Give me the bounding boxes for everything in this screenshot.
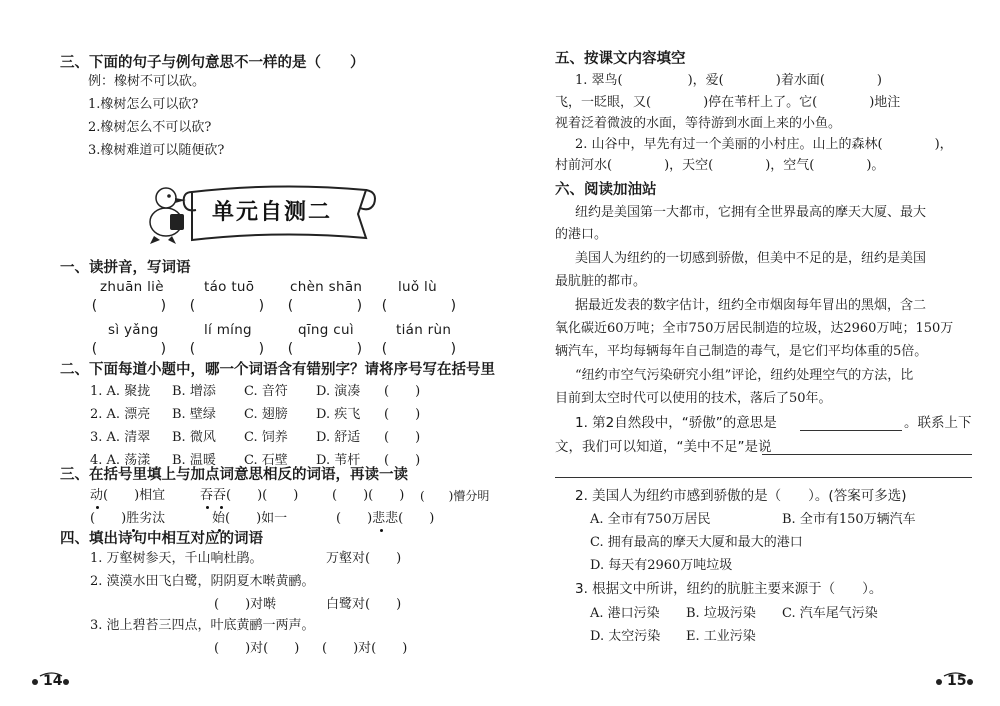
s1-answer-6[interactable]: ( ) [188, 341, 267, 357]
s5-line-1[interactable]: 1. 翠鸟( )，爱( )着水面( ) [575, 73, 882, 88]
q3-option-e[interactable]: E. 工业污染 [686, 629, 756, 644]
s3-item-6[interactable]: 始( )如一 [212, 511, 288, 526]
q3-option-a[interactable]: A. 港口污染 [590, 606, 660, 621]
s4-answer-1[interactable]: 万壑对( ) [326, 551, 402, 566]
s4-line-3: 3. 池上碧苔三四点，叶底黄鹂一两声。 [90, 618, 315, 633]
s1-answer-8[interactable]: ( ) [380, 341, 459, 357]
reading-p2a: 美国人为纽约的一切感到骄傲，但美中不足的是，纽约是美国 [575, 251, 927, 266]
q2-option-d[interactable]: D. 每天有2960万吨垃圾 [590, 558, 733, 573]
q1-answer-line-3[interactable] [555, 477, 972, 478]
reading-p4a: “纽约市空气污染研究小组”评论，纽约处理空气的方法，比 [575, 368, 914, 383]
s2-opt-a: 4. A. 荡漾 [90, 453, 151, 468]
q1-text-b: 。联系上下 [904, 415, 972, 431]
s1-pinyin-6: lí míng [204, 322, 252, 338]
s2-opt-c: C. 石壁 [244, 453, 288, 468]
s2-opt-b: B. 壁绿 [172, 407, 216, 422]
s3-heading: 三、在括号里填上与加点词意思相反的词语，再读一读 [60, 467, 408, 483]
s1-answer-4[interactable]: ( ) [380, 298, 459, 314]
page-number-right: 15 [947, 673, 967, 689]
s4-line-1: 1. 万壑树参天，千山响杜鹃。 [90, 551, 263, 566]
s1-pinyin-3: chèn shān [290, 279, 363, 295]
q2-option-a[interactable]: A. 全市有750万居民 [590, 512, 711, 527]
s3-item-7[interactable]: ( )悲悲( ) [336, 511, 435, 526]
s2-opt-c: C. 翅膀 [244, 407, 288, 422]
s2-opt-b: B. 温暖 [172, 453, 216, 468]
s2-opt-d: D. 舒适 [316, 430, 361, 445]
s4-heading: 四、填出诗句中相互对应的词语 [60, 531, 263, 547]
q3-option-c[interactable]: C. 汽车尾气污染 [782, 606, 878, 621]
emphasis-dot [96, 506, 99, 509]
s3-item-3[interactable]: ( )( ) [332, 488, 405, 503]
q3-option-b[interactable]: B. 垃圾污染 [686, 606, 756, 621]
s1-pinyin-4: luǒ lù [398, 279, 437, 295]
s2-answer-2[interactable]: ( ) [384, 407, 421, 422]
s2-heading: 二、下面每道小题中，哪一个词语含有错别字？请将序号写在括号里 [60, 362, 495, 378]
s2-answer-4[interactable]: ( ) [384, 453, 421, 468]
reading-p2b: 最肮脏的都市。 [555, 274, 647, 289]
s4-line-2: 2. 漠漠水田飞白鹭，阴阴夏木啭黄鹂。 [90, 574, 315, 589]
q1-text-a: 1. 第2自然段中，“骄傲”的意思是 [575, 415, 777, 431]
s1-pinyin-8: tián rùn [396, 322, 452, 338]
s2-opt-a: 1. A. 聚拢 [90, 384, 151, 399]
s6-heading: 六、阅读加油站 [555, 182, 657, 198]
s1-heading: 一、读拼音，写词语 [60, 260, 191, 276]
prev-q-example: 例：橡树不可以砍。 [88, 74, 206, 89]
banner-title: 单元自测二 [211, 199, 332, 225]
s5-line-4[interactable]: 2. 山谷中，早先有过一个美丽的小村庄。山上的森林( )， [575, 137, 953, 152]
s1-pinyin-1: zhuān liè [100, 279, 164, 295]
emphasis-dot [206, 506, 209, 509]
s1-answer-3[interactable]: ( ) [286, 298, 365, 314]
s5-line-2[interactable]: 飞，一眨眼，又( )停在苇杆上了。它( )地注 [555, 95, 901, 110]
s3-item-2[interactable]: 吞吞( )( ) [200, 488, 299, 503]
emphasis-dot [380, 529, 383, 532]
s1-answer-7[interactable]: ( ) [286, 341, 365, 357]
q3-option-d[interactable]: D. 太空污染 [590, 629, 661, 644]
reading-p1b: 的港口。 [555, 227, 608, 242]
prev-q-option-1: 1.橡树怎么可以砍? [88, 97, 199, 112]
emphasis-dot [220, 506, 223, 509]
s2-opt-c: C. 饲养 [244, 430, 288, 445]
s3-item-5[interactable]: ( )胜劣汰 [90, 511, 166, 526]
s5-line-5[interactable]: 村前河水( )，天空( )，空气( )。 [555, 158, 885, 173]
s2-opt-a: 3. A. 清翠 [90, 430, 151, 445]
page-number-left: 14 [43, 673, 63, 689]
reading-p1a: 纽约是美国第一大都市，它拥有全世界最高的摩天大厦、最大 [575, 205, 927, 220]
s1-answer-2[interactable]: ( ) [188, 298, 267, 314]
s2-opt-b: B. 微风 [172, 430, 216, 445]
reading-p3b: 氧化碳近60万吨；全市750万居民制造的垃圾，达2960万吨；150万 [555, 321, 954, 336]
s2-answer-3[interactable]: ( ) [384, 430, 421, 445]
q2-option-b[interactable]: B. 全市有150万辆汽车 [782, 512, 916, 527]
s2-opt-d: D. 疾飞 [316, 407, 361, 422]
q1-answer-line-1[interactable] [800, 430, 902, 431]
s2-answer-1[interactable]: ( ) [384, 384, 421, 399]
s1-pinyin-5: sì yǎng [108, 322, 159, 338]
prev-q-option-3: 3.橡树难道可以随便砍? [88, 143, 225, 158]
s3-item-1[interactable]: 动( )相宜 [90, 488, 166, 503]
s4-answer-2[interactable]: ( )对啭 [214, 597, 277, 612]
prev-q-heading: 三、下面的句子与例句意思不一样的是（ ） [60, 55, 365, 71]
reading-p4b: 目前到太空时代可以使用的技术，落后了50年。 [555, 391, 832, 406]
s1-answer-1[interactable]: ( ) [90, 298, 169, 314]
s4-answer-3[interactable]: 白鹭对( ) [326, 597, 402, 612]
q2-text: 2. 美国人为纽约市感到骄傲的是（ ）。(答案可多选) [575, 488, 907, 504]
q2-option-c[interactable]: C. 拥有最高的摩天大厦和最大的港口 [590, 535, 803, 550]
s3-item-4[interactable]: ( )懵分明 [420, 489, 490, 503]
s1-pinyin-2: táo tuō [204, 279, 255, 295]
q3-text: 3. 根据文中所讲，纽约的肮脏主要来源于（ ）。 [575, 581, 883, 597]
s4-answer-4[interactable]: ( )对( ) [214, 641, 300, 656]
unit-test-banner [140, 178, 380, 250]
right-page [500, 0, 1000, 706]
s1-pinyin-7: qīng cuì [298, 322, 354, 338]
s2-opt-b: B. 增添 [172, 384, 216, 399]
s5-line-3: 视着泛着微波的水面，等待游到水面上来的小鱼。 [555, 116, 842, 131]
q1-answer-line-2[interactable] [762, 454, 972, 455]
q1-text-c: 文，我们可以知道，“美中不足”是说 [555, 439, 772, 455]
s2-opt-d: D. 演凑 [316, 384, 361, 399]
s4-answer-5[interactable]: ( )对( ) [322, 641, 408, 656]
s1-answer-5[interactable]: ( ) [90, 341, 169, 357]
reading-p3c: 辆汽车，平均每辆每年自己制造的毒气，是它们平均体重的5倍。 [555, 344, 928, 359]
s5-heading: 五、按课文内容填空 [555, 51, 686, 67]
s2-opt-c: C. 音符 [244, 384, 288, 399]
prev-q-option-2: 2.橡树怎么不可以砍? [88, 120, 212, 135]
s2-opt-a: 2. A. 漂亮 [90, 407, 151, 422]
reading-p3a: 据最近发表的数字估计，纽约全市烟囱每年冒出的黑烟，含二 [575, 298, 927, 313]
s2-opt-d: D. 苇杆 [316, 453, 361, 468]
